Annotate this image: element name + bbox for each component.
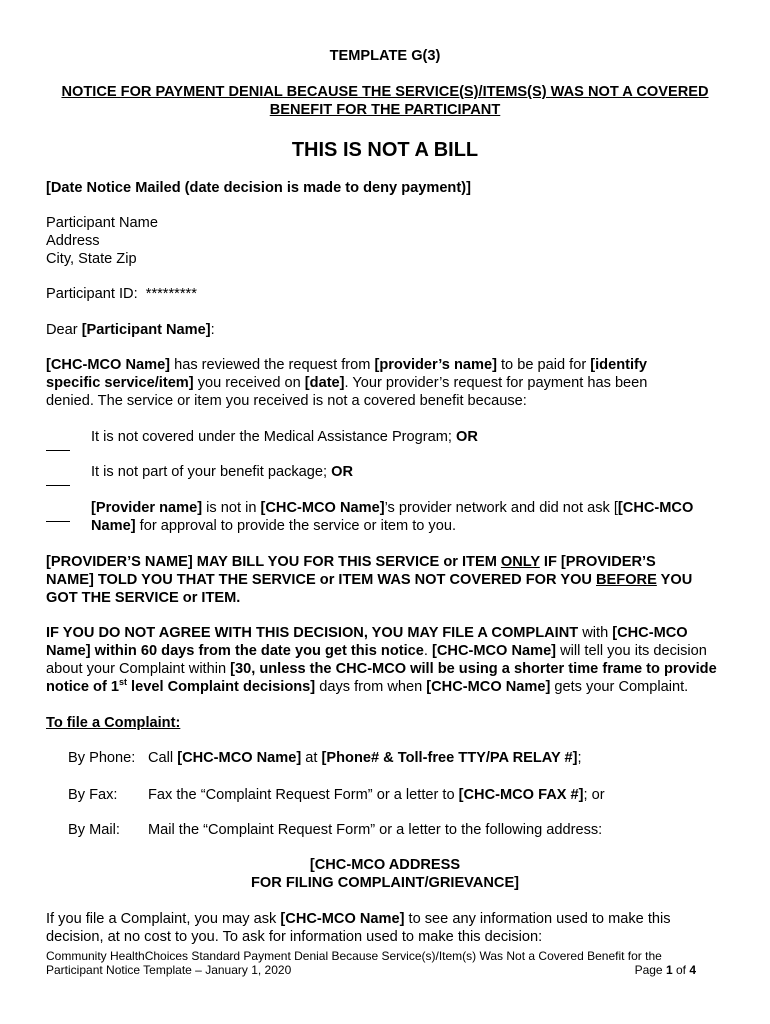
phone-method	[148, 749, 582, 767]
notice-title-line1: NOTICE FOR PAYMENT DENIAL BECAUSE THE SERVICE(S)/ITEMS(S) WAS NOT A COVERED	[61, 84, 709, 100]
reason-2-or: OR	[331, 464, 354, 480]
intro-date: [date]	[304, 375, 345, 391]
complaint-mco-b: Name] within 60 days from the date you get this notice	[46, 643, 424, 659]
mco-address-line2: FOR FILING COMPLAINT/GRIEVANCE]	[250, 875, 520, 891]
intro-service-b: specific service/item]	[46, 375, 194, 391]
date-notice-mailed: [Date Notice Mailed (date decision is made to deny payment)]	[46, 180, 471, 196]
complaint-text-7: gets your Complaint.	[550, 679, 689, 695]
provider-billing-warning	[46, 553, 736, 607]
complaint-text-2: with	[578, 625, 613, 641]
reason-1-text: It is not covered under the Medical Assistance Program;	[91, 429, 457, 445]
info-text-3: decision, at no cost to you. To ask for information used to make this decision:	[46, 929, 543, 945]
reason-1-checkbox[interactable]	[46, 436, 70, 456]
reason-1-or: OR	[456, 429, 478, 445]
intro-text-2: to be paid for	[496, 357, 591, 373]
reason-2-text: It is not part of your benefit package;	[91, 464, 332, 480]
page-prefix: Page	[634, 963, 666, 977]
reason-3-checkbox[interactable]	[46, 507, 70, 527]
file-complaint-heading: To file a Complaint:	[46, 715, 181, 731]
warning-text-1: [PROVIDER’S NAME] MAY BILL YOU FOR THIS SERVICE or ITEM	[46, 554, 501, 570]
template-label: TEMPLATE G(3)	[329, 48, 441, 64]
reason-3-text-3: for approval to provide the service or item to you.	[135, 518, 457, 534]
participant-city-state-zip: City, State Zip	[46, 251, 137, 267]
warning-text-5: GOT THE SERVICE or ITEM.	[46, 590, 241, 606]
mco-address-line1: [CHC-MCO ADDRESS	[309, 857, 461, 873]
complaint-text-3: .	[423, 643, 432, 659]
reason-3-mco-2a: [CHC-MCO	[617, 500, 694, 516]
reason-3-text-1: is not in	[202, 500, 261, 516]
participant-id-value: *********	[145, 286, 197, 302]
fax-method	[148, 786, 605, 804]
complaint-text-4: will tell you its decision	[556, 643, 707, 659]
warning-before: BEFORE	[596, 572, 657, 588]
complaint-mco-a: [CHC-MCO	[612, 625, 688, 641]
complaint-notice-b: level Complaint decisions]	[127, 679, 316, 695]
reason-1	[91, 428, 478, 446]
page-of: of	[672, 963, 690, 977]
participant-name: Participant Name	[46, 215, 158, 231]
phone-text-1: Call	[148, 750, 178, 766]
complaint-bold-30: [30, unless the CHC-MCO will be using a shorter time frame to provide	[230, 661, 717, 677]
fax-text-1: Fax the “Complaint Request Form” or a letter to	[148, 787, 459, 803]
salutation	[46, 321, 215, 339]
salutation-prefix: Dear	[46, 322, 82, 338]
reason-3-mco: [CHC-MCO Name]	[260, 500, 385, 516]
intro-text-4: . Your provider’s request for payment has been	[344, 375, 648, 391]
intro-provider-name: [provider’s name]	[374, 357, 497, 373]
intro-service-a: [identify	[590, 357, 648, 373]
complaint-text-5: about your Complaint within	[46, 661, 231, 677]
intro-mco-name: [CHC-MCO Name]	[46, 357, 171, 373]
footer-line1: Community HealthChoices Standard Payment Denial Because Service(s)/Item(s) Was Not a Covered Benefit for the	[46, 949, 662, 963]
phone-text-3: ;	[577, 750, 582, 766]
complaint-mco-3: [CHC-MCO Name]	[426, 679, 551, 695]
notice-title-line2: BENEFIT FOR THE PARTICIPANT	[269, 102, 501, 118]
warning-only: ONLY	[500, 554, 540, 570]
reason-3-text-2: ’s provider network and did not ask [	[384, 500, 618, 516]
page-current: 1	[665, 963, 673, 977]
complaint-text-6: days from when	[315, 679, 427, 695]
complaint-paragraph	[46, 624, 736, 696]
reason-2	[91, 463, 353, 481]
phone-number: [Phone# & Toll-free TTY/PA RELAY #]	[321, 750, 578, 766]
reason-3-provider: [Provider name]	[91, 500, 203, 516]
reason-3	[91, 499, 736, 535]
phone-mco: [CHC-MCO Name]	[177, 750, 302, 766]
participant-id-line	[46, 285, 197, 303]
phone-label: By Phone:	[68, 750, 136, 766]
mail-method: Mail the “Complaint Request Form” or a letter to the following address:	[148, 822, 603, 838]
warning-text-3: NAME] TOLD YOU THAT THE SERVICE or ITEM WAS NOT COVERED FOR YOU	[46, 572, 597, 588]
not-a-bill-heading: THIS IS NOT A BILL	[291, 139, 479, 161]
intro-text-3: you received on	[193, 375, 305, 391]
footer-line2: Participant Notice Template – January 1, 2020	[46, 963, 292, 977]
warning-text-2: IF [PROVIDER’S	[539, 554, 656, 570]
phone-text-2: at	[301, 750, 322, 766]
fax-text-2: ; or	[583, 787, 605, 803]
page-number	[560, 963, 696, 977]
fax-label: By Fax:	[68, 787, 118, 803]
intro-paragraph	[46, 356, 736, 410]
salutation-suffix: :	[210, 322, 215, 338]
complaint-notice-sup: st	[118, 677, 127, 688]
complaint-mco-2: [CHC-MCO Name]	[432, 643, 557, 659]
info-text-2: to see any information used to make this	[404, 911, 671, 927]
reason-2-checkbox[interactable]	[46, 471, 70, 491]
participant-id-label: Participant ID:	[46, 286, 138, 302]
complaint-notice-a: notice of 1	[46, 679, 119, 695]
info-paragraph	[46, 910, 736, 946]
participant-address: Address	[46, 233, 100, 249]
intro-line-3: denied. The service or item you received is not a covered benefit because:	[46, 393, 527, 409]
page-total: 4	[689, 963, 696, 977]
intro-text-1: has reviewed the request from	[170, 357, 375, 373]
info-mco: [CHC-MCO Name]	[280, 911, 405, 927]
salutation-name: [Participant Name]	[81, 322, 211, 338]
info-text-1: If you file a Complaint, you may ask	[46, 911, 281, 927]
fax-number: [CHC-MCO FAX #]	[458, 787, 584, 803]
mail-label: By Mail:	[68, 822, 120, 838]
warning-text-4: YOU	[656, 572, 693, 588]
complaint-text-1: IF YOU DO NOT AGREE WITH THIS DECISION, YOU MAY FILE A COMPLAINT	[46, 625, 579, 641]
reason-3-mco-2b: Name]	[91, 518, 136, 534]
